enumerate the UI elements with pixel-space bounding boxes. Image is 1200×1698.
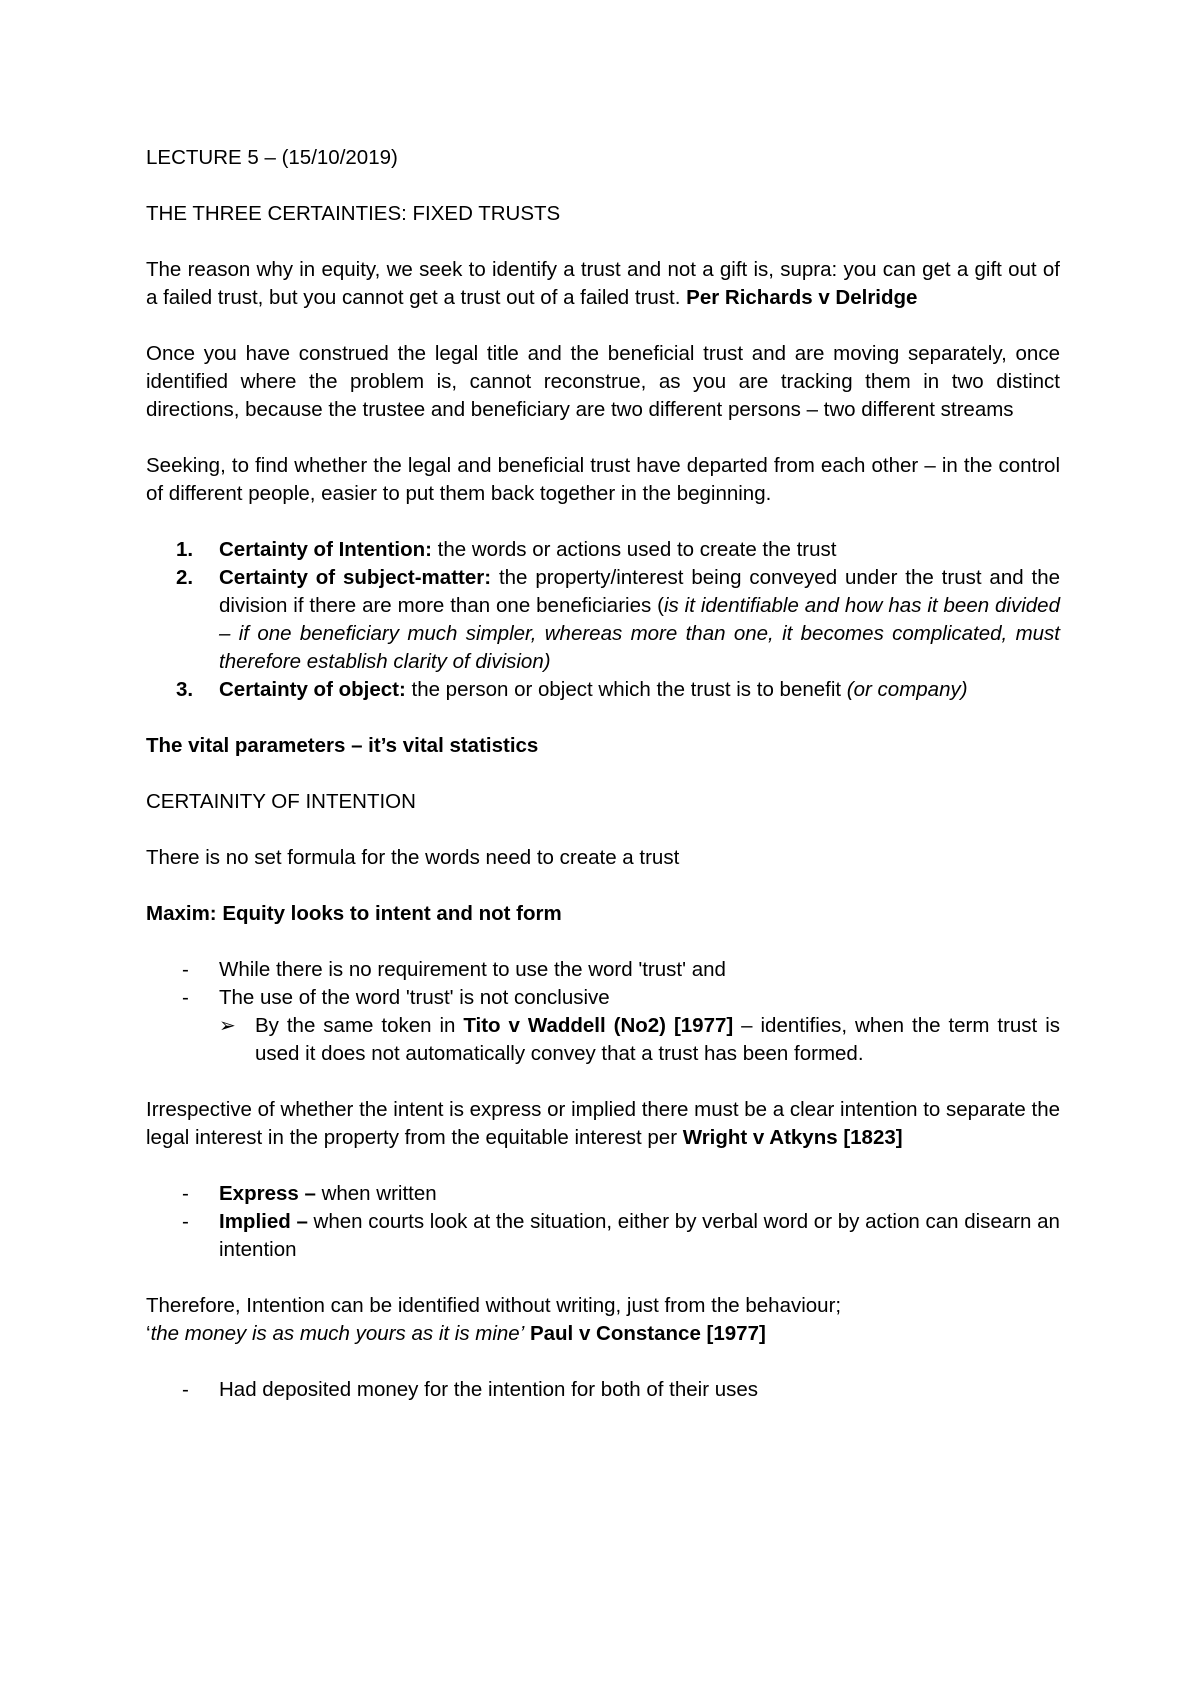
certainty-text: the person or object which the trust is to benefit xyxy=(405,678,847,701)
arrow-bullet-icon: ➢ xyxy=(219,1015,236,1037)
dash-bullet-icon: - xyxy=(182,1378,189,1401)
type-text: when courts look at the situation, either by verbal word or by action can disearn an intention xyxy=(219,1210,1060,1261)
list-item xyxy=(146,984,1060,1068)
dash-bullet-icon: - xyxy=(182,986,189,1009)
certainty-paren: ( xyxy=(657,594,664,617)
dash-bullet-icon: - xyxy=(182,1182,189,1205)
sub-list-item-tito xyxy=(219,1012,1060,1068)
certainty-text: the words or actions used to create the trust xyxy=(431,538,837,561)
certainty-text: the property/interest being conveyed under the trust and the division if there are more than one beneficiaries xyxy=(219,566,1061,617)
list-item-text: Had deposited money for the intention for both of their uses xyxy=(219,1378,759,1401)
quote-text: the money is as much yours as it is mine’ xyxy=(150,1322,525,1345)
final-points-list xyxy=(146,1376,1060,1404)
list-number: 1. xyxy=(176,538,194,561)
type-term: Implied – xyxy=(219,1210,308,1233)
list-item xyxy=(146,1180,1060,1208)
certainty-of-intention-heading: CERTAINITY OF INTENTION xyxy=(146,790,416,813)
vital-parameters-heading xyxy=(146,732,1060,760)
certainty-note: is it identifiable and how has it been divided – if one beneficiary much simpler, whereas more than one, it becomes complicated, must therefore establish clarity of division) xyxy=(219,594,1060,673)
section-title: THE THREE CERTAINTIES: FIXED TRUSTS xyxy=(146,202,561,225)
paragraph-text: The reason why in equity, we seek to identify a trust and not a gift is, supra: you can get a gift out of a failed trust, but you cannot get a trust out of a failed trust. xyxy=(146,258,1060,309)
paragraph-text: Irrespective of whether the intent is express or implied there must be a clear intention to separate the legal interest in the property from the equitable interest per xyxy=(146,1098,1060,1149)
case-reference: Per Richards v Delridge xyxy=(686,286,918,309)
paragraph-seeking: Seeking, to find whether the legal and beneficial trust have departed from each other – in the control of different people, easier to put them back together in the beginning. xyxy=(146,454,1060,505)
paragraph-therefore xyxy=(146,1292,1060,1348)
sub-list xyxy=(219,1012,1060,1068)
certainty-note: (or company) xyxy=(846,678,968,701)
case-reference: Tito v Waddell (No2) [1977] xyxy=(463,1014,734,1037)
lecture-title: LECTURE 5 – (15/10/2019) xyxy=(146,146,398,169)
certainty-term: Certainty of object: xyxy=(219,678,406,701)
quote-mark: ‘ xyxy=(146,1322,151,1345)
paragraph-gift-vs-trust xyxy=(146,256,1060,312)
dash-bullet-icon: - xyxy=(182,958,189,981)
document-body xyxy=(146,144,1060,1432)
case-reference: Wright v Atkyns [1823] xyxy=(682,1126,903,1149)
list-item-text: While there is no requirement to use the word 'trust' and xyxy=(219,958,726,981)
certainty-term: Certainty of Intention: xyxy=(219,538,432,561)
certainty-item-subject-matter xyxy=(146,564,1060,676)
case-reference: Paul v Constance [1977] xyxy=(524,1322,766,1345)
list-item xyxy=(146,956,1060,984)
intent-types-list xyxy=(146,1180,1060,1264)
paragraph-irrespective xyxy=(146,1096,1060,1152)
list-item xyxy=(146,1208,1060,1264)
list-item-text: The use of the word 'trust' is not conclusive xyxy=(219,986,610,1009)
list-number: 2. xyxy=(176,566,194,589)
paragraph-legal-beneficial: Once you have construed the legal title and the beneficial trust and are moving separately, once identified where the problem is, cannot reconstrue, as you are tracking them in two distinct directions, because the trustee and beneficiary are two different persons – two different streams xyxy=(146,342,1060,421)
vital-parameters-text: The vital parameters – it’s vital statistics xyxy=(146,734,539,757)
type-text: when written xyxy=(315,1182,437,1205)
formula-paragraph: There is no set formula for the words need to create a trust xyxy=(146,846,680,869)
list-item xyxy=(146,1376,1060,1404)
certainty-item-intention xyxy=(146,536,1060,564)
sub-item-text: – identifies, when the term trust is used it does not automatically convey that a trust has been formed. xyxy=(255,1014,1060,1065)
maxim-heading xyxy=(146,900,1060,928)
dash-bullet-icon: - xyxy=(182,1210,189,1233)
certainty-item-object xyxy=(146,676,1060,704)
sub-item-text: By the same token in xyxy=(255,1014,464,1037)
list-number: 3. xyxy=(176,678,194,701)
paragraph-text: Therefore, Intention can be identified without writing, just from the behaviour; xyxy=(146,1294,842,1317)
type-term: Express – xyxy=(219,1182,316,1205)
maxim-points-list xyxy=(146,956,1060,1068)
certainties-list xyxy=(146,536,1060,704)
maxim-text: Maxim: Equity looks to intent and not form xyxy=(146,902,562,925)
certainty-term: Certainty of subject-matter: xyxy=(219,566,492,589)
